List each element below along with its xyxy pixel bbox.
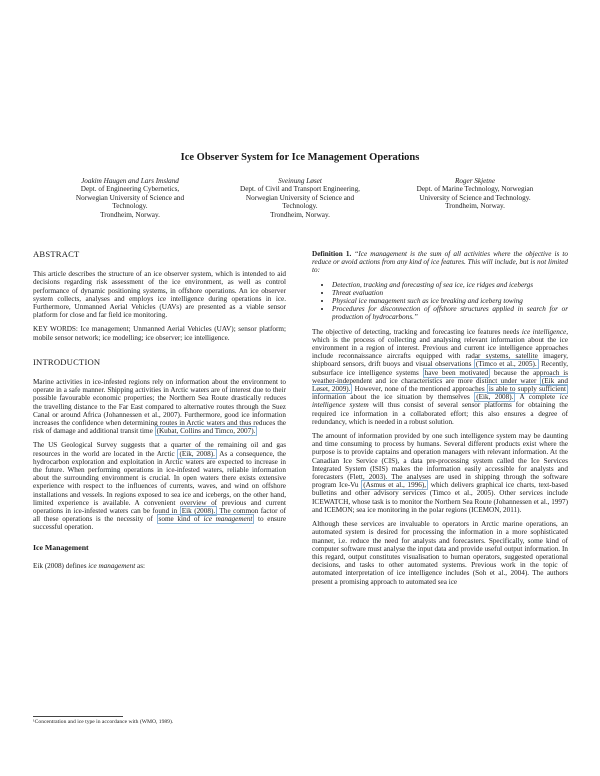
list-item: • Detection, tracking and forecasting of sea ice, ice ridges and icebergs — [332, 281, 568, 289]
author-affiliation-line: University of Science and Technology. — [419, 193, 531, 202]
author-affiliation-line: Norwegian University of Science and — [75, 193, 185, 202]
definition-bullets — [312, 281, 568, 322]
author-affiliation-line: Trondheim, Norway. — [100, 210, 160, 219]
right-paragraph-3: Although these services are invaluable to operators in Arctic marine operations, an automated system is desired for processing the information in a more sophisticated manner, i.e. reduce the need for analysts and forecasters. Specifically, some kind of computer software must analyse the input data and provide useful output information. In this regard, output constitutes visualisation to human operators, suggested operational decisions, and tasks to other automated systems. Previous work in the topic of automated interpretation of ice intelligence includes (Soh et al., 2004). The authors present a promising approach to automated sea ice — [312, 520, 568, 586]
author-affiliation-line: Dept. of Engineering Cybernetics, — [80, 185, 180, 194]
highlighted-text[interactable]: is able to supply sufficient — [488, 385, 566, 394]
abstract-text: This article describes the structure of an ice observer system, which is intended to aid decisions regarding risk assessment of the ice environment, as well as control performance of dynamic positioning systems, in offshore operations. An ice observer system collects, analyses and employs ice intelligence during operations in ice. Furthermore, Unmanned Aerial Vehicles (UAVs) are presented as a viable sensor platform for close and far field ice monitoring. — [33, 270, 286, 320]
highlighted-text[interactable]: some kind of ice management — [158, 515, 253, 524]
citation-link[interactable]: (Asmus et al., 1996), — [363, 481, 427, 490]
citation-link[interactable]: (Eik and Løset, 2009). — [312, 376, 568, 394]
author-affiliation-line: Dept. of Civil and Transport Engineering, — [240, 185, 360, 194]
author-name: Roger Skjetne — [454, 177, 496, 185]
footnote-rule — [33, 716, 123, 717]
list-item: • Threat evaluation — [332, 289, 568, 297]
citation-link[interactable]: Eik (2008). — [181, 507, 216, 516]
citation-link[interactable]: (Timco et al., 2005). — [475, 360, 537, 369]
keywords: KEY WORDS: Ice management; Unmanned Aerial Vehicles (UAV); sensor platform; mobile sensor network; ice modelling; ice observer; ice intelligence. — [33, 325, 286, 342]
list-item: • Physical ice management such as ice breaking and iceberg towing — [332, 297, 568, 305]
footnote: ¹Concentration and ice type in accordance with (WMO, 1989). — [33, 719, 174, 725]
author-affiliation-line: Trondheim, Norway. — [445, 202, 505, 211]
right-paragraph-1: The objective of detecting, tracking and forecasting ice features needs ice intelligence, which is the process of collecting and analysing relevant information about the ice environment in a region of interest. Previous and current ice intelligence approaches include reconnaissance aircrafts equipped with radar systems, satellite imagery, shipboard sensors, drift buoys and visual observations (Timco et al., 2005). Recently, subsurface ice intelligence systems have been motivated because the approach is weather-independent and ice characteristics are more distinct under water (Eik and Løset, 2009). However, none of the mentioned approaches is able to supply sufficient information about the ice situation by themselves (Eik, 2008). A complete ice intelligence system will thus consist of several sensor platforms for obtaining the required ice information in a collaborated effort; this also ensures a degree of redundancy, which is needed in a robust solution. — [312, 327, 569, 426]
intro-paragraph-1: Marine activities in ice-infested regions rely on information about the environment to operate in a safe manner. Shipping activities in Arctic waters are of interest due to their possible favourable economic properties; the Northern Sea Route drastically reduces the travelling distance to the Far East compared to alternative routes through the Suez Canal or around Africa (Johannessen et al., 2007). Furthermore, good ice information increases the confidence when determining routes in Arctic waters and thus reduces the risk of damage and additional transit time (Kubat, Collins and Timco, 2007). — [33, 378, 286, 436]
author-name: Joakim Haugen and Lars Imsland — [81, 177, 179, 185]
author-affiliation-line: Dept. of Marine Technology, Norwegian — [416, 185, 534, 194]
author-block-2 — [215, 177, 385, 219]
citation-link[interactable]: (Eik, 2008). — [179, 449, 215, 458]
ice-management-intro: Eik (2008) defines ice management as: — [33, 561, 145, 570]
right-column — [312, 250, 568, 592]
introduction-heading: INTRODUCTION — [33, 356, 101, 367]
abstract-heading: ABSTRACT — [33, 249, 80, 259]
definition: Definition 1. “Ice management is the sum of all activities where the objective is to reduce or avoid actions from any kind of ice features. This will include, but is not limited to: — [312, 250, 569, 275]
ice-management-heading: Ice Management — [33, 542, 89, 552]
citation-link[interactable]: (Kubat, Collins and Timco, 2007). — [156, 427, 256, 436]
list-item: • Procedures for disconnection of offshore structures applied in search for or production of hydrocarbons.” — [332, 305, 568, 321]
right-paragraph-2: The amount of information provided by one such intelligence system may be daunting and time consuming to process by humans. Several different products exist where the purpose is to provide captains and operation managers with relevant information. At the Canadian Ice Service (CIS), a data pre-processing system called the Ice Services Integrated System (ISIS) makes the information easily accessible for analysts and forecasters (Flett, 2003). The analyses are used in shipping through the software program Ice-Vu (Asmus et al., 1996), which delivers graphical ice charts, text-based bulletins and other advisory services (Timco et al., 2005). Other services include ICEWATCH, whose task is to monitor the Northern Sea Route (Johannessen et al., 1997) and ICEMON; sea ice monitoring in the polar regions (ICEMON, 2011). — [312, 432, 569, 514]
paper-title: Ice Observer System for Ice Management Operations — [180, 152, 420, 163]
author-affiliation-line: Technology. — [282, 202, 318, 211]
author-affiliation-line: Trondheim, Norway. — [270, 210, 330, 219]
author-affiliation-line: Technology. — [112, 202, 148, 211]
highlighted-text[interactable]: have been motivated — [424, 368, 489, 377]
author-name: Sveinung Løset — [278, 177, 322, 185]
author-block-1 — [45, 177, 215, 219]
citation-link[interactable]: (Eik, 2008). — [476, 393, 514, 402]
author-block-3 — [390, 177, 560, 211]
author-affiliation-line: Norwegian University of Science and — [245, 193, 355, 202]
left-column — [33, 250, 286, 576]
intro-paragraph-2: The US Geological Survey suggests that a quarter of the remaining oil and gas resources in the world are located in the Arctic (Eik, 2008). As a consequence, the hydrocarbon exploration and exploitation in Arctic waters are expected to increase in the future. When performing operations in ice-infested waters, reliable information about the surrounding environment is crucial. In open waters there exists extensive experience with respect to the influences of currents, waves, and wind on offshore installations and vessels. In regions exposed to sea ice and icebergs, on the other hand, limited experience is available. A convenient overview of previous and current operations in ice-infested waters can be found in Eik (2008). The common factor of all these operations is the necessity of some kind of ice management to ensure successful operation. — [33, 441, 287, 532]
